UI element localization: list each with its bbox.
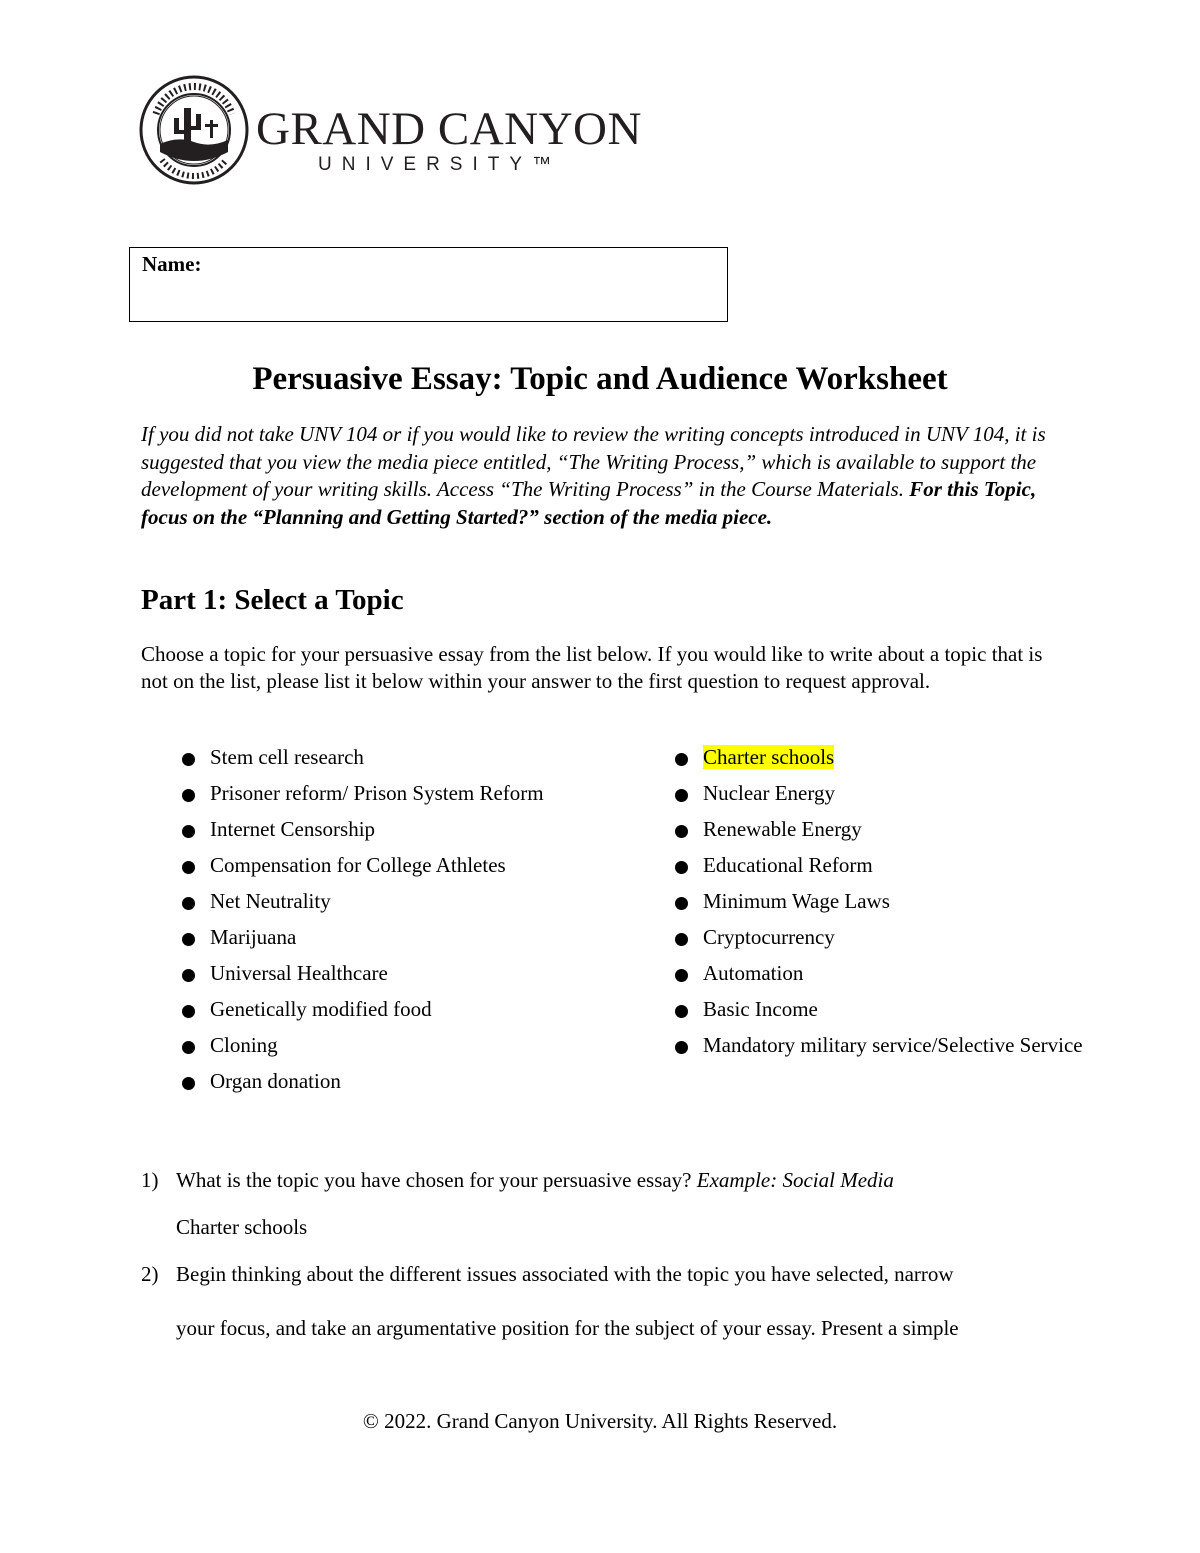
bullet-icon bbox=[675, 969, 688, 982]
bullet-icon bbox=[182, 1077, 195, 1090]
list-item: Automation bbox=[673, 958, 1093, 989]
university-logo bbox=[138, 74, 642, 194]
part1-instructions: Choose a topic for your persuasive essay from the list below. If you would like to write about a topic that is not on the list, please list it below within your answer to the first question to request approval. bbox=[141, 642, 1043, 693]
bullet-icon bbox=[182, 753, 195, 766]
question-text-line2: your focus, and take an argumentative position for the subject of your essay. Present a simple bbox=[176, 1316, 959, 1340]
logo-subtitle: UNIVERSITY™ bbox=[318, 154, 562, 175]
bullet-icon bbox=[182, 1041, 195, 1054]
list-item: Genetically modified food bbox=[180, 994, 560, 1025]
bullet-icon bbox=[675, 789, 688, 802]
topic-list-left bbox=[180, 742, 560, 1102]
bullet-icon bbox=[675, 933, 688, 946]
bullet-icon bbox=[182, 933, 195, 946]
logo-wordmark: GRAND CANYON bbox=[256, 103, 642, 155]
list-item: Renewable Energy bbox=[673, 814, 1093, 845]
intro-paragraph bbox=[141, 421, 1081, 531]
bullet-icon bbox=[182, 825, 195, 838]
list-item: Cryptocurrency bbox=[673, 922, 1093, 953]
list-item: Marijuana bbox=[180, 922, 560, 953]
intro-bold-text: For this Topic, focus on the “Planning and Getting Started?” section of the media piece. bbox=[141, 477, 1037, 529]
bullet-icon bbox=[182, 969, 195, 982]
name-field-box[interactable] bbox=[129, 247, 728, 322]
list-item: Basic Income bbox=[673, 994, 1093, 1025]
bullet-icon bbox=[675, 861, 688, 874]
bullet-icon bbox=[182, 789, 195, 802]
name-label: Name: bbox=[142, 252, 202, 276]
list-item: Internet Censorship bbox=[180, 814, 560, 845]
question-example: Example: Social Media bbox=[696, 1168, 894, 1192]
question-text: What is the topic you have chosen for your persuasive essay? bbox=[176, 1168, 692, 1192]
bullet-icon bbox=[675, 825, 688, 838]
answer-1[interactable]: Charter schools bbox=[176, 1215, 308, 1239]
bullet-icon bbox=[182, 1005, 195, 1018]
list-item: Universal Healthcare bbox=[180, 958, 560, 989]
question-number: 1) bbox=[141, 1168, 159, 1192]
bullet-icon bbox=[675, 1041, 688, 1054]
document-title: Persuasive Essay: Topic and Audience Worksheet bbox=[252, 361, 948, 397]
list-item: Cloning bbox=[180, 1030, 560, 1061]
highlighted-topic: Charter schools bbox=[703, 745, 835, 769]
bullet-icon bbox=[182, 897, 195, 910]
question-text-line1: Begin thinking about the different issues associated with the topic you have selected, narrow bbox=[176, 1262, 954, 1286]
part1-heading: Part 1: Select a Topic bbox=[141, 584, 404, 616]
list-item: Nuclear Energy bbox=[673, 778, 1093, 809]
bullet-icon bbox=[675, 897, 688, 910]
list-item: Organ donation bbox=[180, 1066, 560, 1097]
bullet-icon bbox=[675, 753, 688, 766]
bullet-icon bbox=[182, 861, 195, 874]
bullet-icon bbox=[675, 1005, 688, 1018]
list-item: Net Neutrality bbox=[180, 886, 560, 917]
intro-text: If you did not take UNV 104 or if you would like to review the writing concepts introduced in UNV 104, it is suggested that you view the media piece entitled, “The Writing Process,” which is available to support the development of your writing skills. Access “The Writing Process” in the Course Materials. bbox=[141, 422, 1046, 501]
list-item: Minimum Wage Laws bbox=[673, 886, 1093, 917]
list-item-highlighted bbox=[673, 742, 1093, 773]
question-number: 2) bbox=[141, 1262, 159, 1286]
list-item: Stem cell research bbox=[180, 742, 560, 773]
copyright-footer: © 2022. Grand Canyon University. All Rights Reserved. bbox=[362, 1409, 838, 1433]
list-item: Mandatory military service/Selective Service bbox=[673, 1030, 1093, 1061]
list-item: Prisoner reform/ Prison System Reform bbox=[180, 778, 560, 809]
list-item: Educational Reform bbox=[673, 850, 1093, 881]
list-item: Compensation for College Athletes bbox=[180, 850, 560, 881]
university-seal-icon bbox=[138, 74, 250, 186]
topic-list-right bbox=[673, 742, 1093, 1066]
